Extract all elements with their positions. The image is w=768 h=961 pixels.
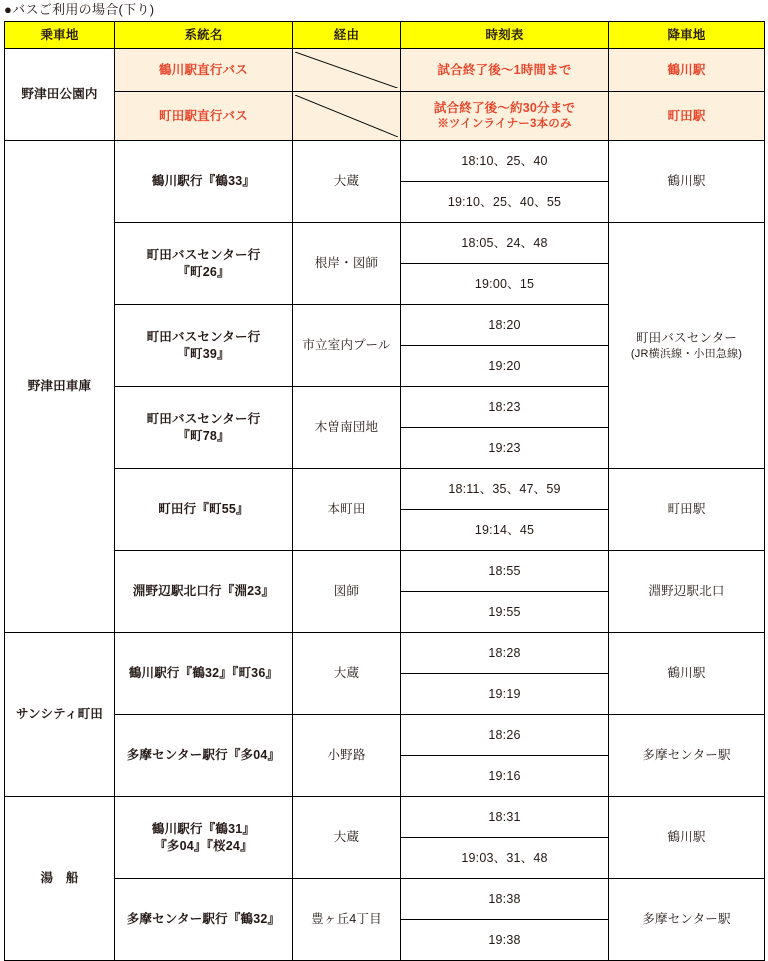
dest-tsurukawa-2: 鶴川駅 xyxy=(609,633,765,715)
times-machi26-19: 19:00、15 xyxy=(401,264,609,305)
times-tsuru31-18: 18:31 xyxy=(401,797,609,838)
via-okura-3: 大蔵 xyxy=(293,797,401,879)
table-row xyxy=(5,551,765,592)
dest-machida-bus-center-main: 町田バスセンター xyxy=(635,331,738,346)
via-okura-1: 大蔵 xyxy=(293,141,401,223)
dest-tsurukawa-1: 鶴川駅 xyxy=(609,141,765,223)
route-machi26 xyxy=(115,223,293,305)
bus-schedule-table xyxy=(4,21,765,961)
times-tsuru33-18: 18:10、25、40 xyxy=(401,141,609,182)
time-direct-machida xyxy=(401,92,609,141)
times-machi55-19: 19:14、45 xyxy=(401,510,609,551)
table-row xyxy=(5,633,765,674)
via-toyogaoka-4chome: 豊ヶ丘4丁目 xyxy=(293,879,401,961)
route-machi39 xyxy=(115,305,293,387)
times-tsuru32tama-19: 19:38 xyxy=(401,920,609,961)
times-machi78-18: 18:23 xyxy=(401,387,609,428)
via-empty-slash-2 xyxy=(293,92,401,141)
times-tsuru32tama-18: 18:38 xyxy=(401,879,609,920)
via-shiritsu-pool: 市立室内プール xyxy=(293,305,401,387)
dest-machida-bus-center xyxy=(609,223,765,469)
route-ta04: 多摩センター駅行『多04』 xyxy=(115,715,293,797)
column-header-boarding: 乗車地 xyxy=(5,22,115,49)
column-header-via: 経由 xyxy=(293,22,401,49)
times-machi39-18: 18:20 xyxy=(401,305,609,346)
via-kisominami-danchi: 木曽南団地 xyxy=(293,387,401,469)
dest-tama-center-2: 多摩センター駅 xyxy=(609,879,765,961)
route-tsuru32-tama: 多摩センター駅行『鶴32』 xyxy=(115,879,293,961)
route-machi39-line1: 町田バスセンター行 xyxy=(146,329,261,344)
route-machi39-line2: 『町39』 xyxy=(177,346,230,361)
page-title: ●バスご利用の場合(下り) xyxy=(4,2,155,17)
table-row xyxy=(5,879,765,920)
times-fuchi23-18: 18:55 xyxy=(401,551,609,592)
time-direct-machida-note: ※ツインライナー3本のみ xyxy=(437,117,572,130)
route-tsuru31-line2: 『多04』『桜24』 xyxy=(154,838,253,853)
times-machi39-19: 19:20 xyxy=(401,346,609,387)
table-row xyxy=(5,797,765,838)
dest-tama-center-1: 多摩センター駅 xyxy=(609,715,765,797)
column-header-timetable: 時刻表 xyxy=(401,22,609,49)
time-direct-machida-main: 試合終了後～約30分まで xyxy=(433,101,576,116)
table-row xyxy=(5,92,765,141)
boarding-yubune: 湯 船 xyxy=(5,797,115,961)
times-tsuru31-19: 19:03、31、48 xyxy=(401,838,609,879)
boarding-nozutashako: 野津田車庫 xyxy=(5,141,115,633)
route-tsuru31-line1: 鶴川駅行『鶴31』 xyxy=(151,821,256,836)
dest-fuchinobe-kitaguchi: 淵野辺駅北口 xyxy=(609,551,765,633)
times-ta04-19: 19:16 xyxy=(401,756,609,797)
table-row xyxy=(5,141,765,182)
column-header-alighting: 降車地 xyxy=(609,22,765,49)
boarding-suncity-machida: サンシティ町田 xyxy=(5,633,115,797)
table-row xyxy=(5,49,765,92)
dest-tsurukawa-3: 鶴川駅 xyxy=(609,797,765,879)
route-tsuru33: 鶴川駅行『鶴33』 xyxy=(115,141,293,223)
route-machi26-line1: 町田バスセンター行 xyxy=(146,247,261,262)
via-negishi-zushi: 根岸・図師 xyxy=(293,223,401,305)
times-ta04-18: 18:26 xyxy=(401,715,609,756)
table-row xyxy=(5,223,765,264)
via-onoji: 小野路 xyxy=(293,715,401,797)
route-fuchi23: 淵野辺駅北口行『淵23』 xyxy=(115,551,293,633)
table-row xyxy=(5,715,765,756)
route-direct-tsurukawa: 鶴川駅直行バス xyxy=(115,49,293,92)
times-tsuru32-18: 18:28 xyxy=(401,633,609,674)
dest-direct-tsurukawa: 鶴川駅 xyxy=(609,49,765,92)
boarding-nozutadakoen: 野津田公園内 xyxy=(5,49,115,141)
times-machi78-19: 19:23 xyxy=(401,428,609,469)
via-honmachida: 本町田 xyxy=(293,469,401,551)
route-machi78-line1: 町田バスセンター行 xyxy=(146,411,261,426)
route-machi78-line2: 『町78』 xyxy=(177,428,230,443)
via-empty-slash-1 xyxy=(293,49,401,92)
route-tsuru32-machi36: 鶴川駅行『鶴32』『町36』 xyxy=(115,633,293,715)
times-machi26-18: 18:05、24、48 xyxy=(401,223,609,264)
route-machi78 xyxy=(115,387,293,469)
table-row xyxy=(5,469,765,510)
dest-machida-eki-1: 町田駅 xyxy=(609,469,765,551)
route-tsuru31 xyxy=(115,797,293,879)
column-header-route: 系統名 xyxy=(115,22,293,49)
times-fuchi23-19: 19:55 xyxy=(401,592,609,633)
time-direct-tsurukawa: 試合終了後～1時間まで xyxy=(401,49,609,92)
route-machi55: 町田行『町55』 xyxy=(115,469,293,551)
table-header-row xyxy=(5,22,765,49)
dest-direct-machida: 町田駅 xyxy=(609,92,765,141)
times-machi55-18: 18:11、35、47、59 xyxy=(401,469,609,510)
times-tsuru33-19: 19:10、25、40、55 xyxy=(401,182,609,223)
route-direct-machida: 町田駅直行バス xyxy=(115,92,293,141)
dest-machida-bus-center-sub: (JR横浜線・小田急線) xyxy=(630,347,743,360)
route-machi26-line2: 『町26』 xyxy=(177,264,230,279)
via-zushi: 図師 xyxy=(293,551,401,633)
times-tsuru32-19: 19:19 xyxy=(401,674,609,715)
via-okura-2: 大蔵 xyxy=(293,633,401,715)
